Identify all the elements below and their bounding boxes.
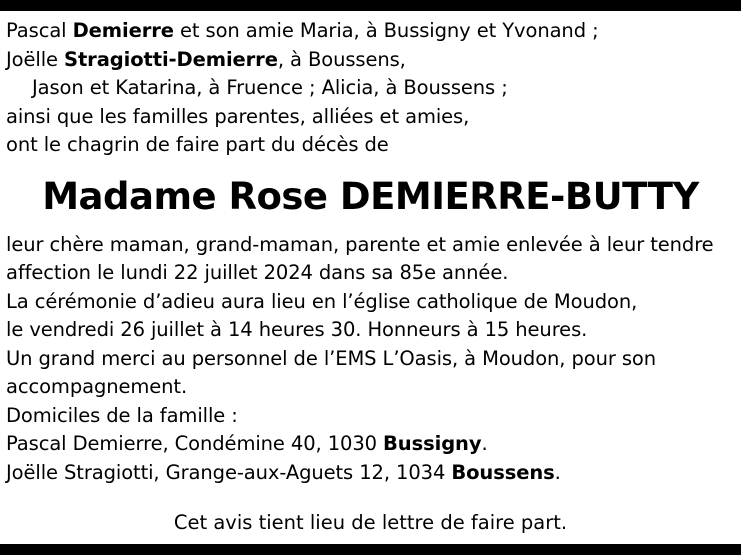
text-run: . [554, 460, 561, 484]
emphasized-text: Demierre [72, 19, 174, 42]
text-run: Joëlle Stragiotti, Grange-aux-Aguets 12, 1034 [6, 460, 452, 484]
detail-line [6, 288, 735, 317]
top-rule [0, 0, 741, 11]
survivor-line [6, 131, 735, 160]
text-run: ont le chagrin de faire part du décès de [6, 133, 389, 156]
text-run: accompagnement. [6, 375, 188, 398]
detail-line [6, 231, 735, 260]
notice-body [0, 11, 741, 537]
text-run: Pascal [6, 19, 73, 42]
bottom-rule [0, 544, 741, 555]
text-run: le vendredi 26 juillet à 14 heures 30. Honneurs à 15 heures. [6, 318, 588, 341]
details-block [6, 231, 735, 488]
survivor-line [6, 74, 735, 103]
survivor-line [6, 46, 735, 75]
text-run: Un grand merci au personnel de l’EMS L’Oasis, à Moudon, pour son [6, 346, 657, 370]
detail-line [6, 259, 735, 288]
emphasized-text: Boussens [451, 460, 555, 484]
text-run: affection le lundi 22 juillet 2024 dans sa 85e année. [6, 261, 509, 284]
emphasized-text: Bussigny [383, 432, 482, 455]
text-run: La cérémonie d’adieu aura lieu en l’église catholique de Moudon, [6, 289, 638, 313]
deceased-name: Madame Rose DEMIERRE-BUTTY [42, 174, 699, 218]
detail-line [6, 316, 735, 345]
text-run: , à Boussens, [277, 47, 406, 71]
text-run: Pascal Demierre, Condémine 40, 1030 [6, 432, 384, 455]
text-run: . [481, 432, 488, 455]
text-run: Joëlle [6, 47, 65, 71]
survivors-block [6, 17, 735, 160]
text-run: ainsi que les familles parentes, alliées et amies, [6, 104, 470, 128]
detail-line [6, 459, 735, 488]
closing-statement: Cet avis tient lieu de lettre de faire part. [173, 511, 568, 534]
emphasized-text: Stragiotti-Demierre [64, 47, 278, 71]
detail-line [6, 402, 735, 431]
detail-line [6, 430, 735, 459]
text-run: et son amie Maria, à Bussigny et Yvonand ; [173, 19, 599, 42]
detail-line [6, 373, 735, 402]
text-run: leur chère maman, grand-maman, parente et amie enlevée à leur tendre [6, 232, 714, 256]
text-run: Domiciles de la famille : [6, 403, 238, 427]
text-run: Jason et Katarina, à Fruence ; Alicia, à Boussens ; [32, 76, 508, 99]
survivor-line [6, 103, 735, 132]
detail-line [6, 345, 735, 374]
survivor-line [6, 17, 735, 46]
